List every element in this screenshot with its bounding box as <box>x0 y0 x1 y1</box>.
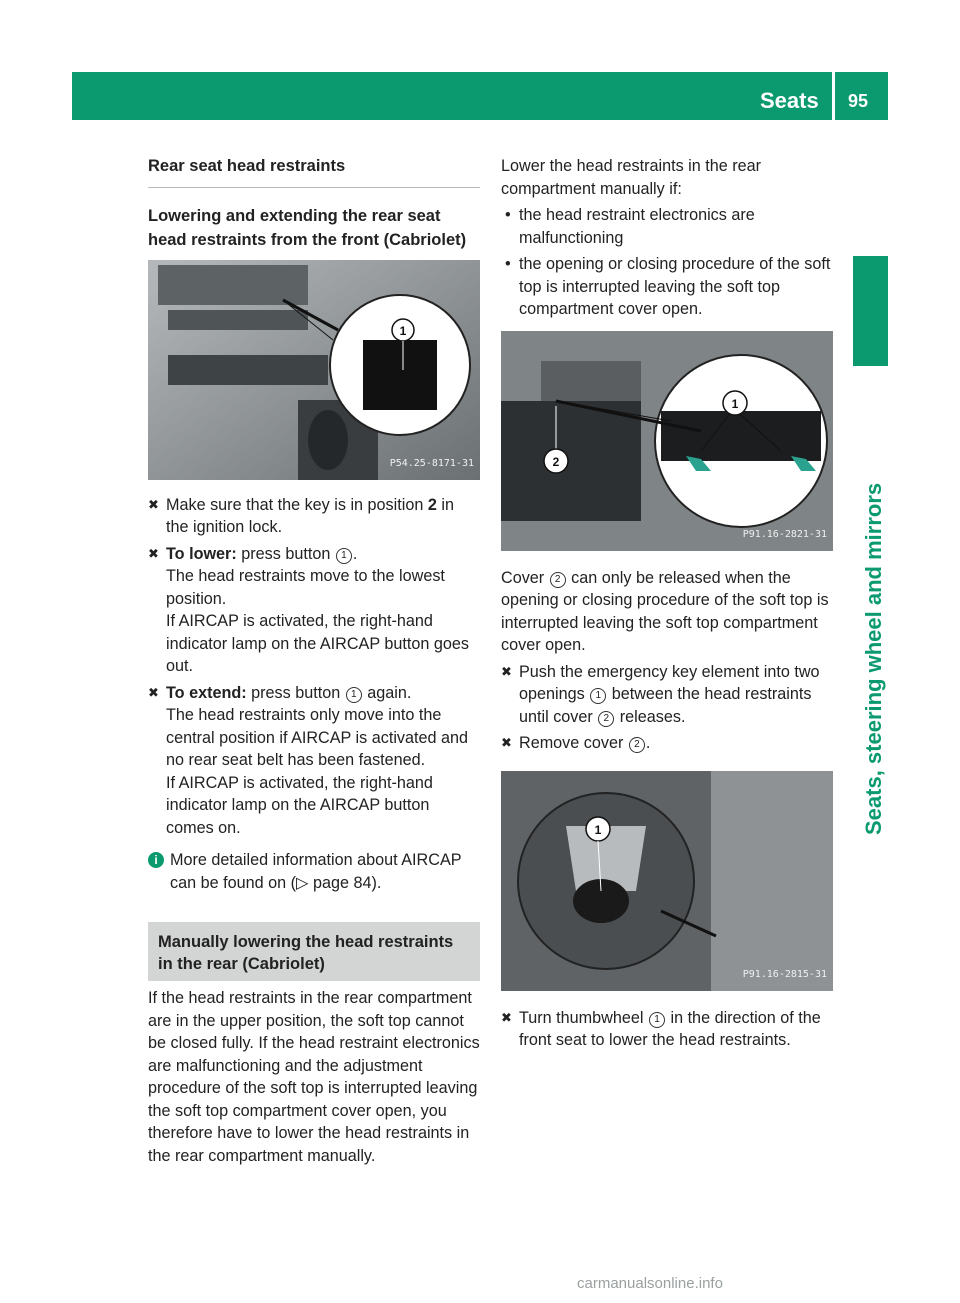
figure-code: P91.16-2815-31 <box>742 969 827 980</box>
manual-lowering-paragraph: If the head restraints in the rear compartment are in the upper position, the soft top cannot be closed fully. If the head restraint electronics are malfunctioning and the adjustment procedure of the soft top is interrupted leaving the soft top compartment cover open, you therefore have to lower the head restraints in the rear compartment manually. <box>148 989 480 1165</box>
step-lower: ✖ To lower: press button 1 . The head restraints move to the lowest position. If AIRCAP is activated, the right-hand indicator lamp on the AIRCAP button goes out. <box>148 544 469 675</box>
bullet-electronics: • the head restraint electronics are malfunctioning <box>505 206 755 247</box>
step-remove-cover: ✖ Remove cover 2 . <box>501 732 833 755</box>
figure2-marker-1: 1 <box>731 396 739 411</box>
figure-cover <box>501 331 833 551</box>
arrow-icon: ✖ <box>148 496 159 512</box>
intro-text: Lower the head restraints in the rear compartment manually if: <box>501 157 762 198</box>
bullet-soft-top: • the opening or closing procedure of the soft top is interrupted leaving the soft top compartment cover open. <box>505 255 831 318</box>
side-chapter-label: Seats, steering wheel and mirrors <box>861 482 886 835</box>
cover-illustration <box>501 331 833 551</box>
section-title: Rear seat head restraints <box>148 150 480 188</box>
right-column <box>501 155 833 1052</box>
arrow-icon: ✖ <box>148 684 159 700</box>
figure-code: P91.16-2821-31 <box>742 529 827 540</box>
figure-code: P54.25-8171-31 <box>389 458 474 469</box>
step-push-key: ✖ Push the emergency key element into two openings 1 between the head restraints until cover 2 releases. <box>501 662 820 726</box>
arrow-icon: ✖ <box>501 1009 512 1025</box>
figure3-marker: 1 <box>594 822 602 837</box>
info-note: i More detailed information about AIRCAP can be found on (▷ page 84). <box>148 849 480 894</box>
console-illustration <box>148 260 480 480</box>
left-column <box>148 150 480 1167</box>
figure-console <box>148 260 480 480</box>
figure2-marker-2: 2 <box>552 454 560 469</box>
header-divider <box>832 72 835 120</box>
thumbwheel-illustration <box>501 771 833 991</box>
header-title: Seats <box>760 88 819 113</box>
arrow-icon: ✖ <box>501 735 512 750</box>
page-number: 95 <box>848 91 869 111</box>
figure1-marker: 1 <box>399 323 407 338</box>
arrow-icon: ✖ <box>501 663 512 679</box>
watermark: carmanualsonline.info <box>577 1275 723 1292</box>
subsection-title: Lowering and extending the rear seat head restraints from the front (Cabriolet) <box>148 206 467 249</box>
step-turn-thumbwheel: ✖ Turn thumbwheel 1 in the direction of the front seat to lower the head restraints. <box>501 1008 821 1049</box>
info-icon: i <box>148 852 164 868</box>
step-extend: ✖ To extend: press button 1 again. The head restraints only move into the central position if AIRCAP is activated and no rear seat belt has been fastened. If AIRCAP is activated, the right-hand indicator lamp on the AIRCAP button comes on. <box>148 683 469 837</box>
step-key-position: ✖ Make sure that the key is in position 2 in the ignition lock. <box>148 495 454 536</box>
cover-paragraph: Cover 2 can only be released when the opening or closing procedure of the soft top is interrupted leaving the soft top compartment cover open. <box>501 568 829 654</box>
gray-heading: Manually lowering the head restraints in the rear (Cabriolet) <box>148 922 480 981</box>
side-tab <box>853 256 888 366</box>
figure-thumbwheel <box>501 771 833 991</box>
arrow-icon: ✖ <box>148 545 159 561</box>
